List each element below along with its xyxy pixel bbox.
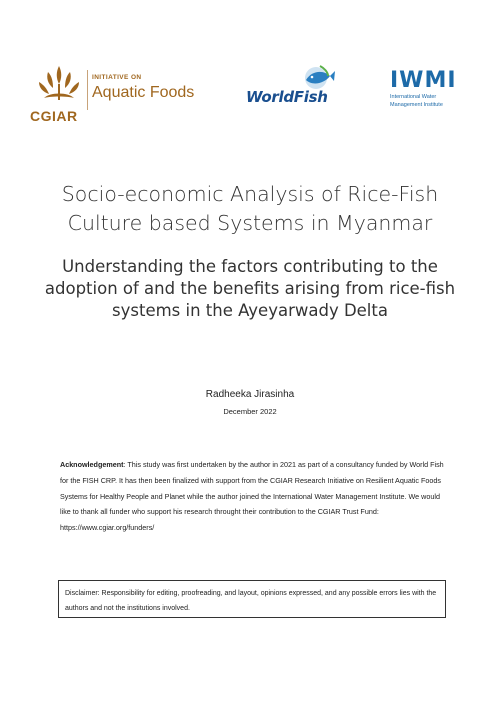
cgiar-wordmark: CGIAR [30, 108, 78, 124]
report-title: Socio-economic Analysis of Rice-Fish Culture based Systems in Myanmar [61, 182, 439, 235]
iwmi-name-line-1: International Water [390, 94, 437, 100]
worldfish-wordmark: WorldFish [246, 88, 328, 106]
cgiar-initiative-label: INITIATIVE ON [92, 74, 142, 81]
report-subtitle: Understanding the factors contributing to the adoption of and the benefits arising from rice-fish systems in the Ayeyarwady Delta [44, 257, 456, 320]
logo-divider [87, 70, 88, 110]
logo-row [0, 60, 500, 130]
iwmi-logo [390, 68, 480, 114]
iwmi-name-line-2: Management Institute [390, 102, 443, 108]
author-name: Radheeka Jirasinha [205, 389, 295, 400]
worldfish-logo [244, 64, 336, 110]
acknowledgement-text: : This study was first undertaken by the author in 2021 as part of a consultancy funded by World Fish for the FISH CRP. It has then been finalized with support from the CGIAR Research Initiative on Resilient Aquatic Foods Systems for Healthy People and Planet while the author joined the International Water Management Institute. We would like to thank all funder who support his research throught their contribution to the CGIAR Trust Fund: https://www.cgiar.org/funders/ [60, 460, 444, 533]
publication-date: December 2022 [223, 407, 277, 416]
disclaimer-box: Disclaimer: Responsibility for editing, proofreading, and layout, opinions expressed, and any possible errors lies with the authors and not the institutions involved. [58, 580, 446, 618]
acknowledgement-label: Acknowledgement [60, 460, 124, 469]
iwmi-wordmark: IWMI [390, 68, 457, 93]
acknowledgement-paragraph [60, 457, 445, 536]
wheat-sheaf-icon [34, 62, 84, 108]
cgiar-program-label: Aquatic Foods [92, 84, 195, 101]
cgiar-aquatic-foods-logo [30, 60, 200, 126]
